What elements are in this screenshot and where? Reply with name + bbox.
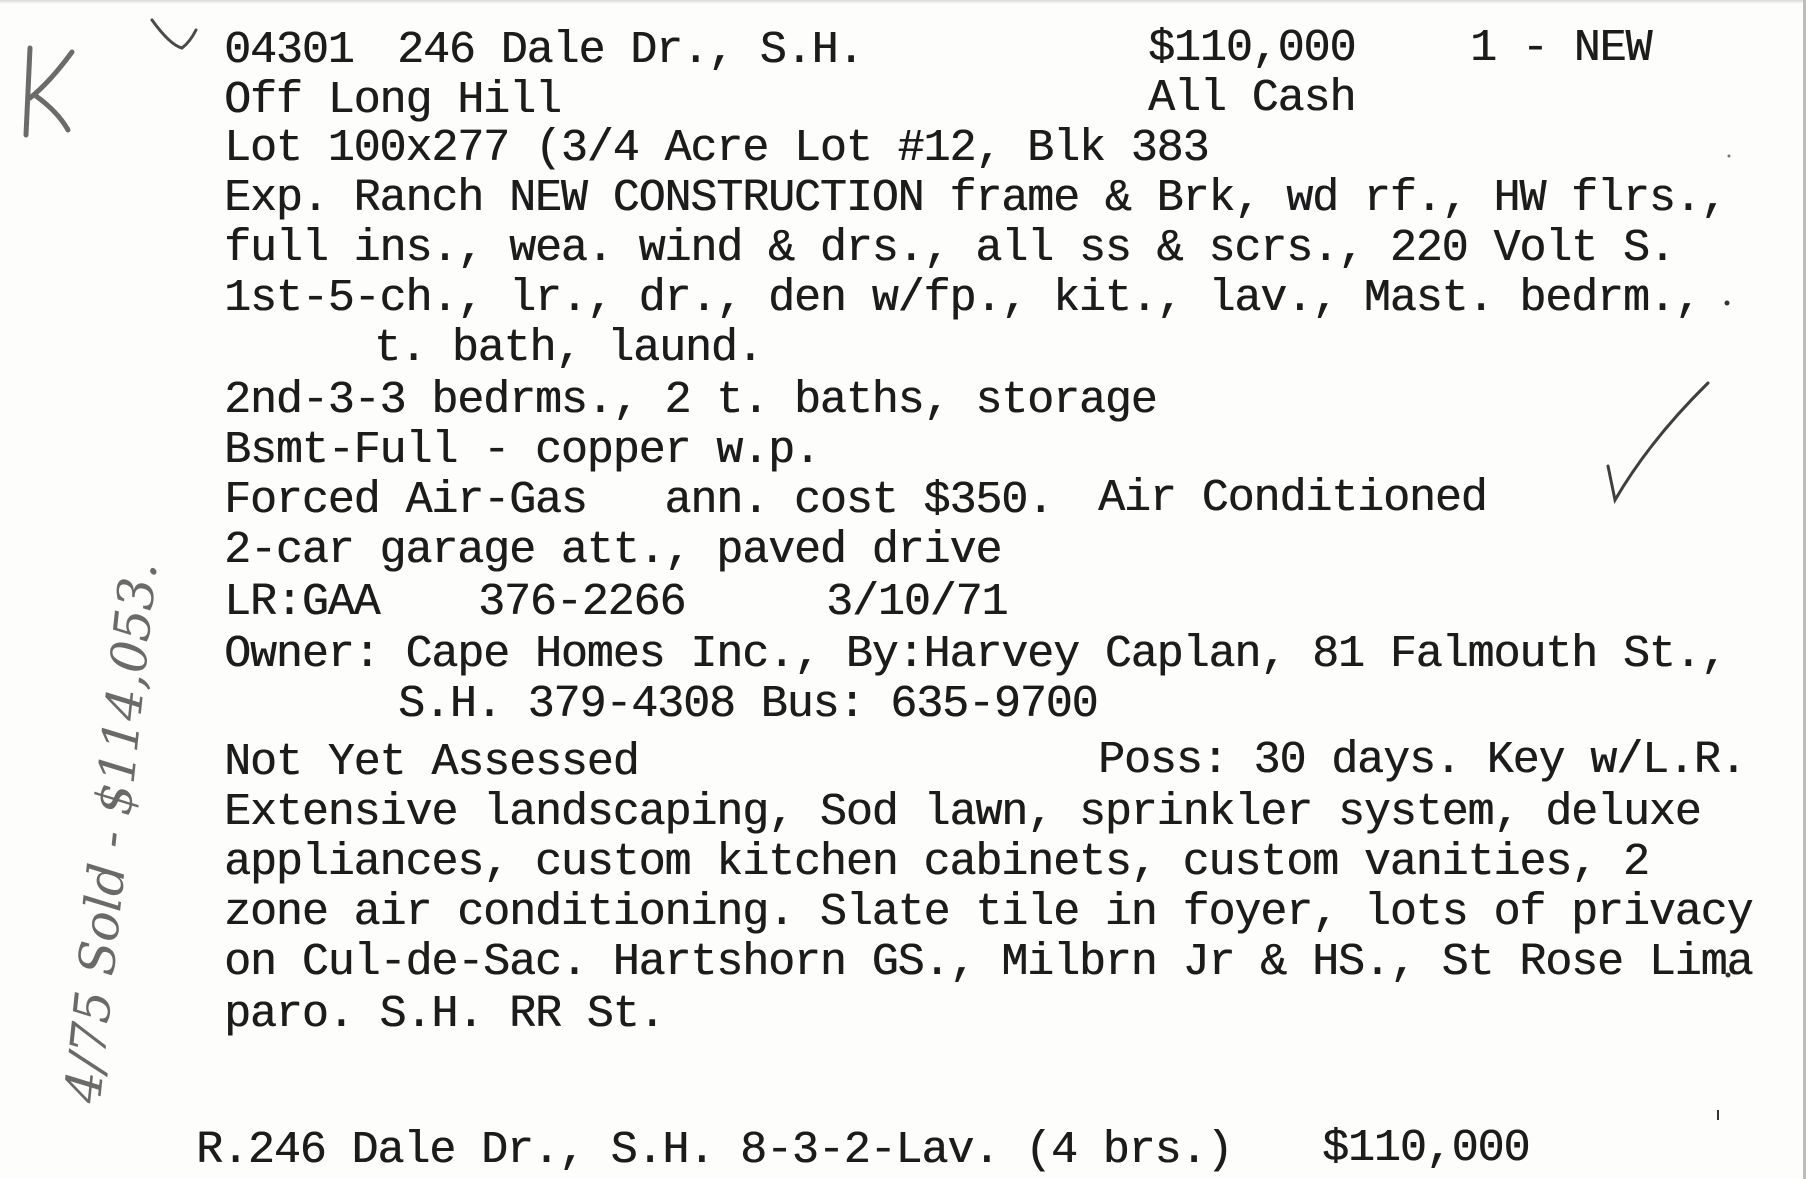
remarks-line-4: on Cul-de-Sac. Hartshorn GS., Milbrn Jr & HS., St Rose Lima: [224, 937, 1753, 988]
status: 1 - NEW: [1470, 23, 1652, 74]
realtor-phone: 376-2266: [478, 577, 686, 628]
first-floor-line-2: t. bath, laund.: [374, 323, 763, 374]
price: $110,000: [1148, 23, 1356, 74]
remarks-line-2: appliances, custom kitchen cabinets, custom vanities, 2: [224, 837, 1649, 888]
owner-line-2: S.H. 379-4308 Bus: 635-9700: [398, 679, 1098, 730]
location: Off Long Hill: [224, 75, 561, 126]
summary-address: R.246 Dale Dr., S.H. 8-3-2-Lav. (4 brs.): [196, 1125, 1233, 1176]
summary-price: $110,000: [1322, 1123, 1530, 1174]
checkmark-icon: [152, 20, 196, 48]
remarks-line-5: paro. S.H. RR St.: [224, 989, 665, 1040]
possession: Poss: 30 days. Key w/L.R.: [1098, 735, 1746, 786]
checkmark-icon: [1608, 383, 1708, 500]
terms: All Cash: [1148, 73, 1356, 124]
assessment: Not Yet Assessed: [224, 737, 639, 788]
ink-speck: [1717, 1110, 1719, 1120]
listing-number: 04301: [224, 25, 354, 76]
garage: 2-car garage att., paved drive: [224, 525, 1002, 576]
construction-line-1: Exp. Ranch NEW CONSTRUCTION frame & Brk, wd rf., HW flrs.,: [224, 173, 1727, 224]
remarks-line-3: zone air conditioning. Slate tile in foyer, lots of privacy: [224, 887, 1753, 938]
air-conditioning: Air Conditioned: [1098, 473, 1487, 524]
second-floor: 2nd-3-3 bedrms., 2 t. baths, storage: [224, 375, 1157, 426]
construction-line-2: full ins., wea. wind & drs., all ss & scrs., 220 Volt S.: [224, 223, 1675, 274]
ink-speck: [1725, 301, 1730, 306]
first-floor-line-1: 1st-5-ch., lr., dr., den w/fp., kit., lav., Mast. bedrm.,: [224, 273, 1701, 324]
ink-speck: [1728, 155, 1731, 158]
remarks-line-1: Extensive landscaping, Sod lawn, sprinkler system, deluxe: [224, 787, 1701, 838]
listing-date: 3/10/71: [826, 577, 1008, 628]
owner-line-1: Owner: Cape Homes Inc., By:Harvey Caplan, 81 Falmouth St.,: [224, 629, 1727, 680]
heating: Forced Air-Gas ann. cost $350.: [224, 475, 1053, 526]
handwritten-initial-k: [26, 48, 72, 135]
listing-realtor: LR:GAA: [224, 577, 380, 628]
handwritten-sale-note: 4/75 Sold - $114,053.: [54, 558, 169, 1106]
address: 246 Dale Dr., S.H.: [397, 25, 864, 76]
lot-description: Lot 100x277 (3/4 Acre Lot #12, Blk 383: [224, 123, 1209, 174]
basement: Bsmt-Full - copper w.p.: [224, 425, 820, 476]
